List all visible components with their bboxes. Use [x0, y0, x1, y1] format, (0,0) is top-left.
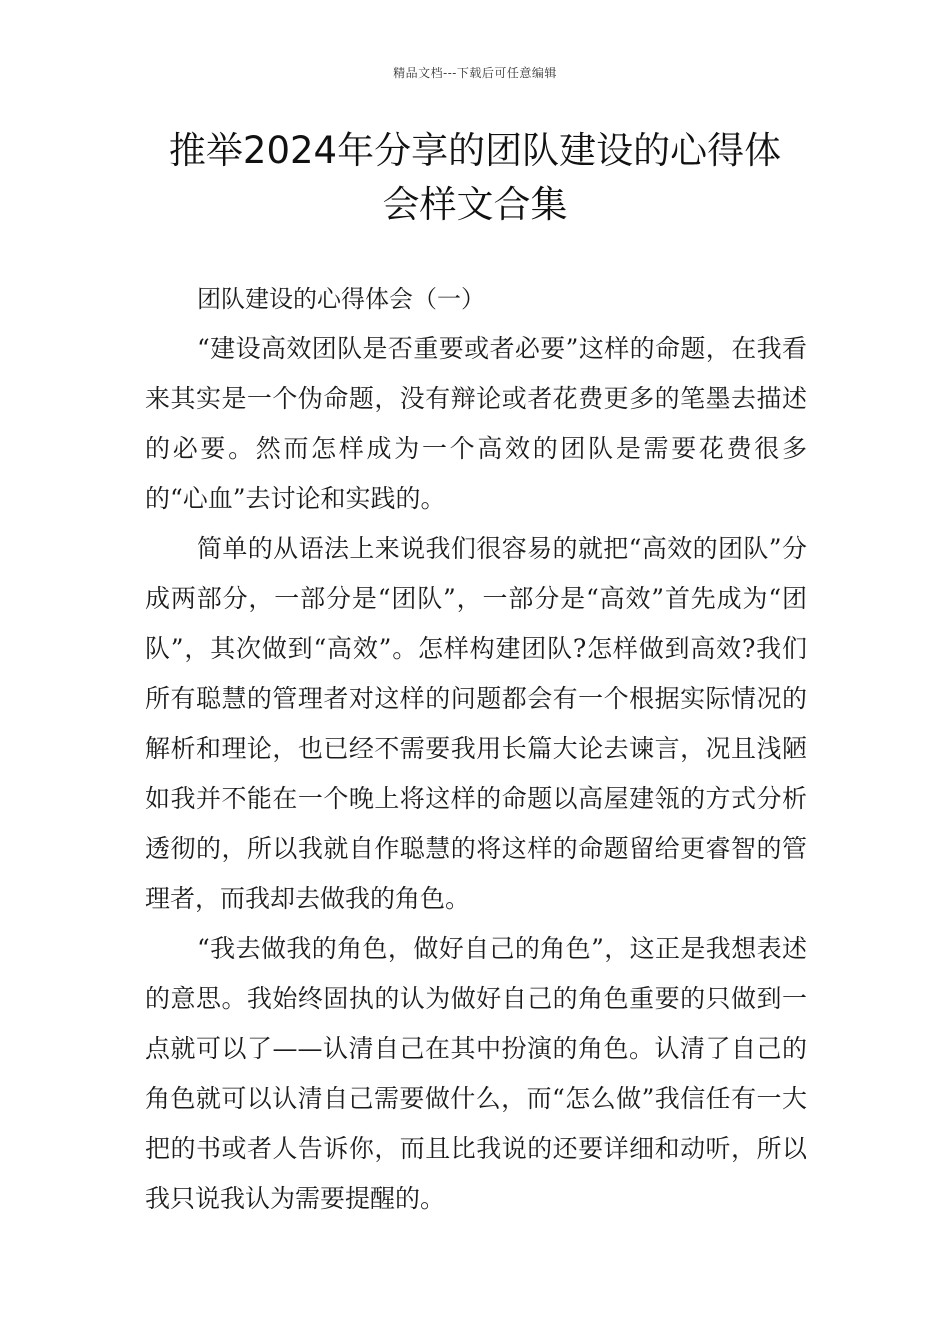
title-line-1: 推举2024年分享的团队建设的心得体	[168, 129, 782, 172]
paragraph-3: “我去做我的角色，做好自己的角色”，这正是我想表述的意思。我始终固执的认为做好自己的角色重要的只做到一点就可以了——认清自己在其中扮演的角色。认清了自己的角色就可以认清自己需要做什么，而“怎么做”我信任有一大把的书或者人告诉你，而且比我说的还要详细和动听，所以我只说我认为需要提醒的。	[145, 934, 807, 1213]
document-title	[140, 124, 810, 232]
header-note: 精品文档---下载后可任意编辑	[393, 66, 557, 80]
paragraph-2: 简单的从语法上来说我们很容易的就把“高效的团队”分成两部分，一部分是“团队”，一部分是“高效”首先成为“团队”，其次做到“高效”。怎样构建团队?怎样做到高效?我们所有聪慧的管理者对这样的问题都会有一个根据实际情况的解析和理论，也已经不需要我用长篇大论去谏言，况且浅陋如我并不能在一个晚上将这样的命题以高屋建瓴的方式分析透彻的，所以我就自作聪慧的将这样的命题留给更睿智的管理者，而我却去做我的角色。	[145, 534, 807, 913]
paragraph-1: “建设高效团队是否重要或者必要”这样的命题，在我看来其实是一个伪命题，没有辩论或者花费更多的笔墨去描述的必要。然而怎样成为一个高效的团队是需要花费很多的“心血”去讨论和实践的。	[145, 334, 807, 513]
title-line-2: 会样文合集	[382, 183, 568, 226]
section-heading: 团队建设的心得体会（一）	[197, 285, 485, 313]
document-body	[145, 274, 807, 1224]
